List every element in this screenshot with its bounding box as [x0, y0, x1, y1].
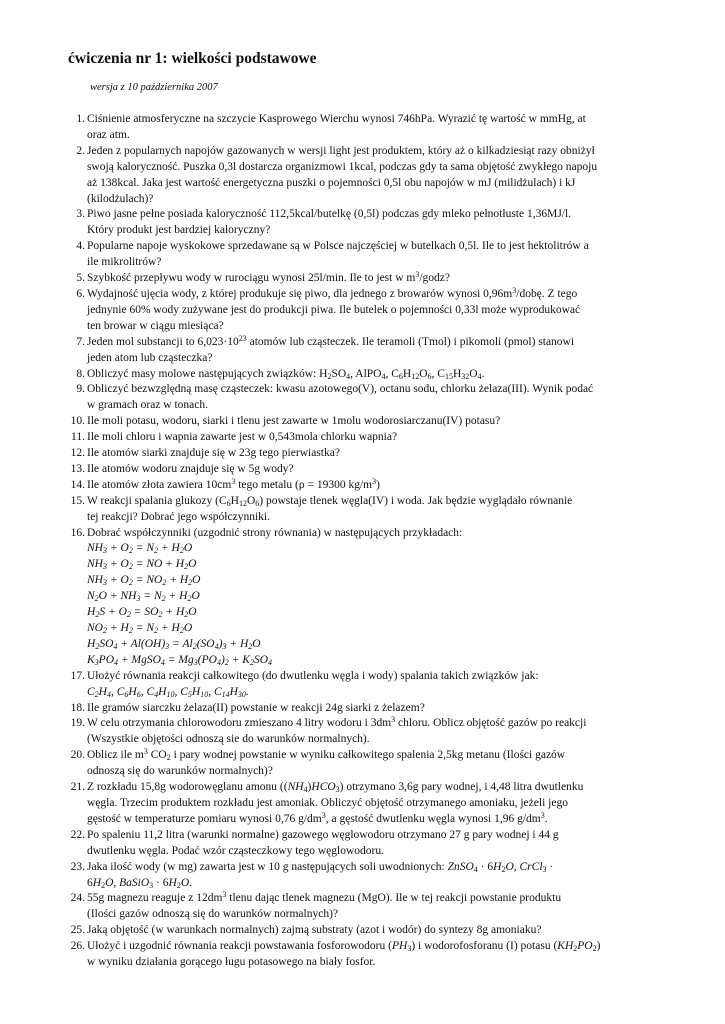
equation-list	[87, 541, 656, 668]
equation: $H_2S + O_2 = SO_2 + H_2O$	[87, 606, 197, 620]
exercise-item: 23. Jaka ilość wody (w mg) zawarta jest w 10 g następujących soli uwodnionych: ZnSO$_4$ · $6H_2O$, CrCl$_3$ · $6H_2O$, BaSiO$_3$ · $6H_2O$.	[68, 860, 656, 892]
compound-list: $C_2H_4$, $C_6H_6$, $C_4H_{10}$, $C_5H_{10}$, $C_{14}H_{30}$.	[87, 685, 249, 699]
equation: $NH_3 + O_2 = N_2 + H_2O$	[87, 542, 193, 556]
exercise-item: 12. Ile atomów siarki znajduje się w 23g tego pierwiastka?	[68, 446, 656, 462]
exercise-item: 10. Ile moli potasu, wodoru, siarki i tlenu jest zawarte w 1molu wodorosiarczanu(IV) potasu?	[68, 414, 656, 430]
exercise-item: 11. Ile moli chloru i wapnia zawarte jest w 0,543mola chlorku wapnia?	[68, 430, 656, 446]
exercise-number: 12.	[70, 447, 85, 460]
exercise-number: 23.	[70, 860, 85, 873]
exercise-number: 20.	[70, 749, 85, 762]
exercise-number: 5.	[76, 272, 85, 285]
exercise-item: 15. W reakcji spalania glukozy $(C_6H_{12}O_6)$ powstaje tlenek węgla(IV) i woda. Jak będzie wyglądało równanie tej reakcji? Dobrać jego współczynniki.	[68, 494, 656, 526]
exercise-number: 21.	[70, 781, 85, 794]
exercise-number: 19.	[70, 717, 85, 730]
exercise-number: 4.	[76, 240, 85, 253]
exercise-item: 5. Szybkość przepływu wody w rurociągu wynosi 25l/min. Ile to jest w $m^3$/godz?	[68, 271, 656, 287]
equation: $N_2O + NH_3 = N_2 + H_2O$	[87, 590, 200, 604]
exercise-number: 10.	[70, 415, 85, 428]
exercise-number: 26.	[70, 940, 85, 953]
exercise-number: 1.	[76, 113, 85, 125]
exercise-number: 24.	[70, 892, 85, 905]
equation: $NH_3 + O_2$ = NO + $H_2O$	[87, 558, 197, 572]
exercise-item: 18. Ile gramów siarczku żelaza(II) powstanie w reakcji 24g siarki z żelazem?	[68, 701, 656, 717]
version-date: wersja z 10 października 2007	[90, 82, 218, 93]
exercise-number: 14.	[70, 478, 85, 491]
equation: $H_2SO_4 + Al(OH)_3 = Al_2(SO_4)_3 + H_2O$	[87, 637, 261, 651]
exercise-item: 22. Po spaleniu 11,2 litra (warunki normalne) gazowego węglowodoru otrzymano 27 g pary wodnej i 44 g dwutlenku węgla. Podać wzór cząsteczkowy tego węglowodoru.	[68, 828, 656, 860]
exercise-item: 24. 55g magnezu reaguje z $12dm^3$ tlenu dając tlenek magnezu (MgO). Ile w tej reakcji powstanie produktu (Ilości gazów odnoszą się do warunków normalnych)?	[68, 891, 656, 923]
exercise-number: 11.	[71, 431, 85, 444]
exercise-item: 6. Wydajność ujęcia wody, z której produkuje się piwo, dla jednego z browarów wynosi $0,96m^3$/dobę. Z tego jednynie 60% wody zużywane jest do produkcji piwa. Ile butelek o pojemności 0,33l może wyprodukować ten browar w ciągu miesiąca?	[68, 287, 656, 335]
document-title: ćwiczenia nr 1: wielkości podstawowe	[68, 50, 317, 67]
exercise-item: 20. Oblicz ile $m^3$ $CO_2$ i pary wodnej powstanie w wyniku całkowitego spalenia 2,5kg metanu (Ilości gazów odnoszą się do warunków normalnych)?	[68, 748, 656, 780]
exercise-item: 25. Jaką objętość (w warunkach normalnych) zajmą substraty (azot i wodór) do syntezy 8g amoniaku?	[68, 923, 656, 939]
exercise-number: 22.	[70, 828, 85, 841]
exercise-number: 16.	[70, 526, 85, 539]
exercise-item: 4. Popularne napoje wyskokowe sprzedawane są w Polsce najczęściej w butelkach 0,5l. Ile to jest hektolitrów a ile mikrolitrów?	[68, 239, 656, 271]
exercise-number: 6.	[76, 287, 85, 300]
exercise-number: 2.	[76, 144, 85, 157]
exercise-list	[68, 112, 656, 971]
exercise-number: 18.	[70, 701, 85, 714]
exercise-item: 13. Ile atomów wodoru znajduje się w 5g wody?	[68, 462, 656, 478]
exercise-item: 2. Jeden z popularnych napojów gazowanych w wersji light jest produktem, który aż o kilkadziesiąt razy obniżył swoją kaloryczność. Puszka 0,3l dostarcza organizmowi 1kcal, podczas gdy ta sama objętość zwykłego napoju aż 138kcal. Jaka jest wartość energetyczna puszki o pojemności 0,5l obu napojów w mJ (milidżulach) i kJ (kilodżulach)?	[68, 144, 656, 208]
exercise-item: 21. Z rozkładu 15,8g wodorowęglanu amonu $((NH_4)HCO_3)$ otrzymano 3,6g pary wodnej, i 4,48 litra dwutlenku węgla. Trzecim produktem rozkładu jest amoniak. Obliczyć objętość otrzymanego amoniaku, jeżeli jego gęstość w temperaturze pomiaru wynosi 0,76 $g/dm^3$, a gęstość dwutlenku węgla wynosi 1,96 $g/dm^3$.	[68, 780, 656, 828]
equation: $NO_2 + H_2 = N_2 + H_2O$	[87, 622, 193, 635]
exercise-item: 7. Jeden mol substancji to $6,023\cdot 10^{23}$ atomów lub cząsteczek. Ile teramoli (Tmol) i pikomoli (pmol) stanowi jeden atom lub cząsteczka?	[68, 335, 656, 367]
equation: $NH_3 + O_2 = NO_2 + H_2O$	[87, 574, 201, 588]
exercise-item: 19. W celu otrzymania chlorowodoru zmieszano 4 litry wodoru i $3dm^3$ chloru. Oblicz objętość gazów po reakcji (Wszystkie objętości odnoszą sie do warunków normalnych).	[68, 716, 656, 748]
exercise-item: 14. Ile atomów złota zawiera $10cm^3$ tego metalu (ρ = 19300 $kg/m^3$)	[68, 478, 656, 494]
exercise-number: 8.	[76, 367, 85, 380]
equation: $K_3PO_4$ + MgSO$_4$ = $Mg_3(PO_4)_2 + K_2SO_4$	[87, 653, 273, 667]
exercise-item: 26. Ułożyć i uzgodnić równania reakcji powstawania fosforowodoru $(PH_3)$ i wodorofosforanu (I) potasu $(KH_2PO_2)$ w wyniku działania gorącego ługu potasowego na biały fosfor.	[68, 939, 656, 971]
exercise-item: 9. Obliczyć bezwzględną masę cząsteczek: kwasu azotowego(V), octanu sodu, chlorku żelaza(III). Wynik podać w gramach oraz w tonach.	[68, 382, 656, 414]
exercise-number: 3.	[76, 208, 85, 221]
exercise-number: 17.	[70, 669, 85, 682]
exercise-number: 7.	[76, 335, 85, 348]
exercise-number: 25.	[70, 924, 85, 937]
exercise-item: 17. Ułożyć równania reakcji całkowitego (do dwutlenku węgla i wody) spalania takich związków jak: $C_2H_4$, $C_6H_6$, $C_4H_{10}$, $C_5H_{10}$, $C_{14}H_{30}$.	[68, 669, 656, 701]
exercise-number: 9.	[76, 383, 85, 396]
exercise-item: 3. Piwo jasne pełne posiada kaloryczność 112,5kcal/butelkę (0,5l) podczas gdy mleko pełnotłuste 1,36MJ/l. Który produkt jest bardziej kaloryczny?	[68, 207, 656, 239]
exercise-number: 13.	[70, 462, 85, 475]
exercise-item: 8. Obliczyć masy molowe następujących związków: $H_2SO_4$, AlPO$_4$, $C_6H_{12}O_6$, $C_{15}H_{32}O_4$.	[68, 367, 656, 383]
exercise-item: 1. Ciśnienie atmosferyczne na szczycie Kasprowego Wierchu wynosi 746hPa. Wyrazić tę wartość w mmHg, at oraz atm.	[68, 112, 656, 144]
exercise-number: 15.	[70, 494, 85, 507]
exercise-item: 16. Dobrać współczynniki (uzgodnić strony równania) w następujących przykładach: $NH_3 + O_2 = N_2 + H_2O$ $NH_3 + O_2$ = NO + $H_2O$ $NH_3 + O_2 = NO_2 + H_2O$ $N_2O + NH_3 = N_2 + H_2O$ $H_2S + O_2 = SO_2 + H_2O$ $NO_2 + H_2 = N_2 + H_2O$ $H_2SO_4 + Al(OH)_3 = Al_2(SO_4)_3 + H_2O$ $K_3PO_4$ + MgSO$_4$ = $Mg_3(PO_4)_2 + K_2SO_4$	[68, 526, 656, 669]
